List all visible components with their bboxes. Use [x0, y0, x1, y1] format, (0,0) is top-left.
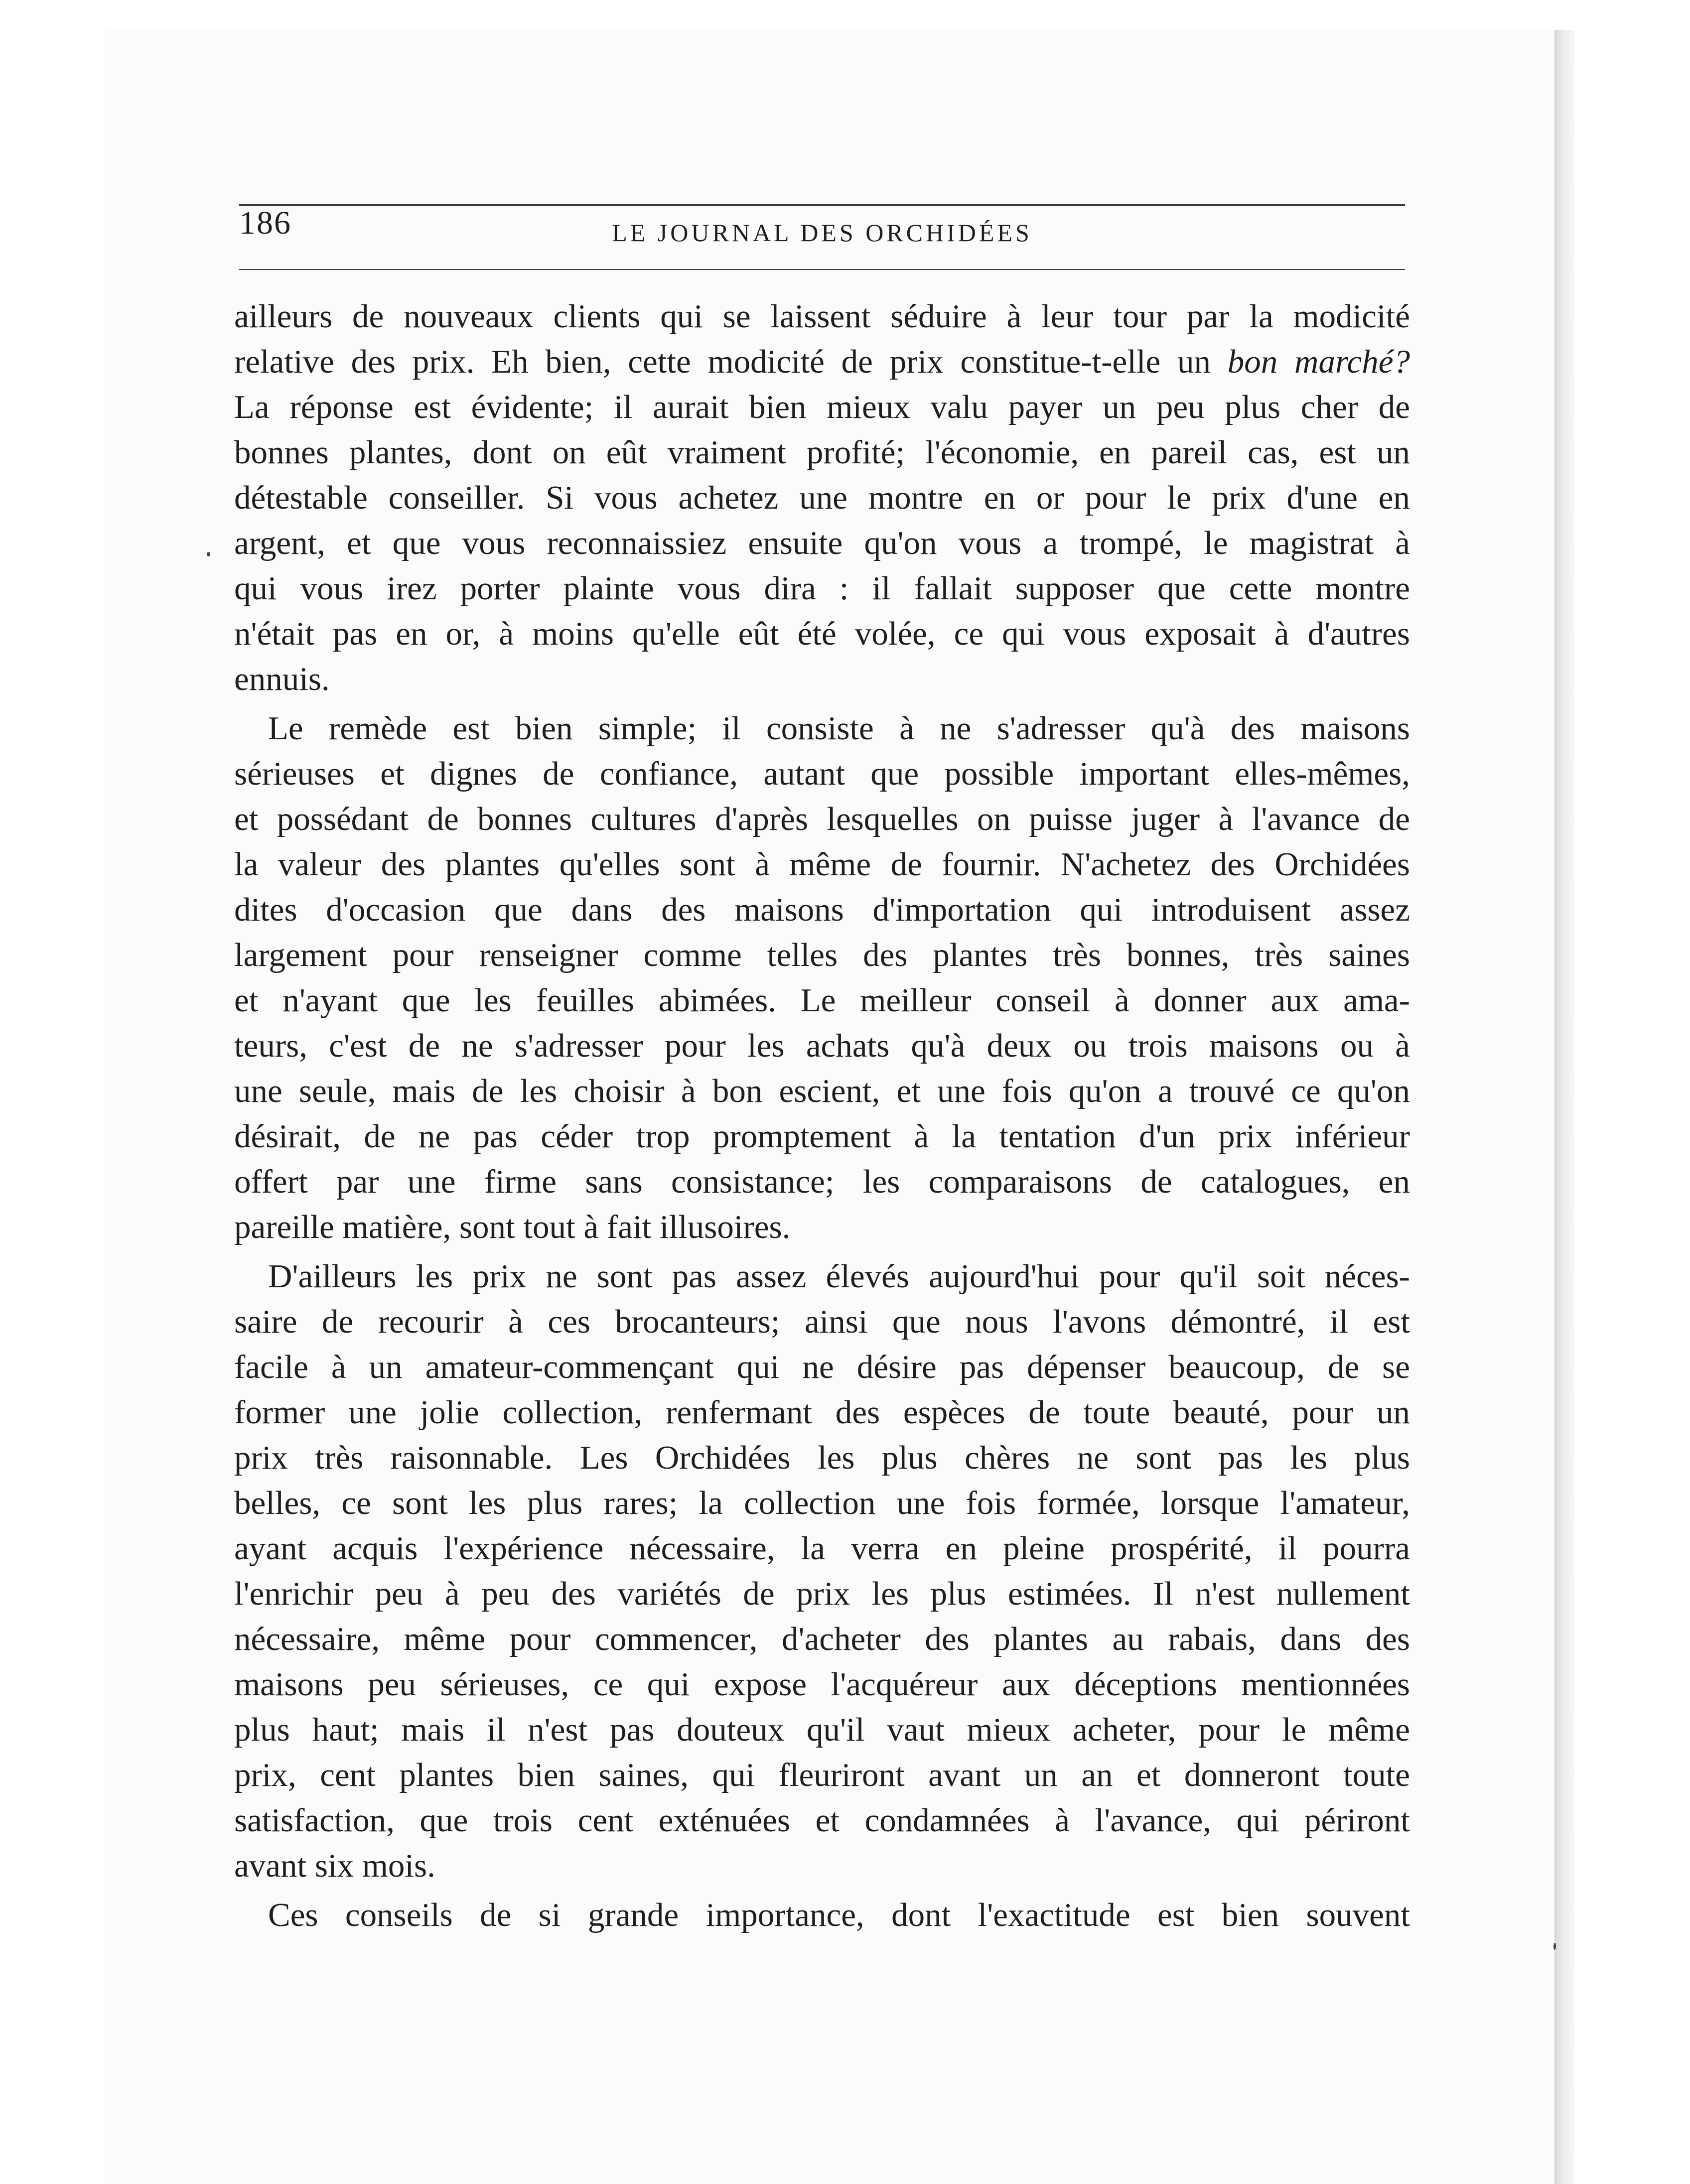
text-line: former une jolie collection, renfermant des espèces de toute beauté, pour un — [234, 1394, 1410, 1431]
paragraph-4 — [234, 1893, 1410, 1938]
text-line: belles, ce sont les plus rares; la collection une fois formée, lorsque l'amateur, — [234, 1485, 1410, 1521]
text-line: l'enrichir peu à peu des variétés de prix les plus estimées. Il n'est nullement — [234, 1575, 1410, 1612]
text-line: argent, et que vous reconnaissiez ensuite qu'on vous a trompé, le magistrat à — [234, 525, 1410, 561]
header-rule-bottom — [239, 269, 1405, 270]
text-line: qui vous irez porter plainte vous dira : il fallait supposer que cette montre — [234, 570, 1410, 607]
text-line: ailleurs de nouveaux clients qui se laissent séduire à leur tour par la modicité — [234, 298, 1410, 335]
text-line: pareille matière, sont tout à fait illusoires. — [234, 1209, 791, 1245]
article-body — [234, 294, 1410, 1938]
text-line: largement pour renseigner comme telles des plantes très bonnes, très saines — [234, 937, 1410, 973]
italic-phrase: bon marché? — [1227, 343, 1410, 380]
text-line: bonnes plantes, dont on eût vraiment profité; l'économie, en pareil cas, est un — [234, 434, 1410, 471]
page-edge-shadow — [1554, 30, 1574, 2184]
text-line: avant six mois. — [234, 1847, 435, 1884]
text-fragment: relative des prix. Eh bien, cette modicité de prix constitue-t-elle un — [234, 343, 1228, 380]
text-line: n'était pas en or, à moins qu'elle eût été volée, ce qui vous exposait à d'autres — [234, 615, 1410, 652]
text-line: teurs, c'est de ne s'adresser pour les achats qu'à deux ou trois maisons ou à — [234, 1027, 1410, 1064]
text-line: une seule, mais de les choisir à bon escient, et une fois qu'on a trouvé ce qu'on — [234, 1073, 1410, 1109]
text-line: prix très raisonnable. Les Orchidées les plus chères ne sont pas les plus — [234, 1439, 1410, 1476]
text-line: ennuis. — [234, 661, 330, 697]
text-line: détestable conseiller. Si vous achetez une montre en or pour le prix d'une en — [234, 479, 1410, 516]
text-line: ayant acquis l'expérience nécessaire, la verra en pleine prospérité, il pourra — [234, 1530, 1410, 1567]
scan-speck — [207, 552, 210, 556]
text-line: désirait, de ne pas céder trop promptement à la tentation d'un prix inférieur — [234, 1118, 1410, 1155]
paragraph-3 — [234, 1254, 1410, 1889]
journal-title: LE JOURNAL DES ORCHIDÉES — [612, 219, 1032, 247]
paragraph-1 — [234, 294, 1410, 702]
text-line: offert par une firme sans consistance; les comparaisons de catalogues, en — [234, 1163, 1410, 1200]
text-line: et possédant de bonnes cultures d'après lesquelles on puisse juger à l'avance de — [234, 801, 1410, 837]
text-line: saire de recourir à ces brocanteurs; ainsi que nous l'avons démontré, il est — [234, 1303, 1410, 1340]
text-line: Ces conseils de si grande importance, dont l'exactitude est bien souvent — [268, 1897, 1410, 1933]
text-line: prix, cent plantes bien saines, qui fleuriront avant un an et donneront toute — [234, 1757, 1410, 1793]
text-line: et n'ayant que les feuilles abimées. Le meilleur conseil à donner aux ama- — [234, 982, 1410, 1019]
running-head — [239, 199, 1405, 259]
scan-speck — [1553, 1943, 1556, 1950]
text-line: satisfaction, que trois cent exténuées et condamnées à l'avance, qui périront — [234, 1802, 1410, 1839]
page-number: 186 — [239, 205, 291, 241]
text-line: la valeur des plantes qu'elles sont à même de fournir. N'achetez des Orchidées — [234, 846, 1410, 883]
text-line: dites d'occasion que dans des maisons d'importation qui introduisent assez — [234, 891, 1410, 928]
text-line: maisons peu sérieuses, ce qui expose l'acquéreur aux déceptions mentionnées — [234, 1666, 1410, 1703]
text-line: sérieuses et dignes de confiance, autant que possible important elles-mêmes, — [234, 755, 1410, 792]
text-line: plus haut; mais il n'est pas douteux qu'il vaut mieux acheter, pour le même — [234, 1711, 1410, 1748]
text-line: D'ailleurs les prix ne sont pas assez élevés aujourd'hui pour qu'il soit néces- — [268, 1258, 1410, 1295]
text-line: La réponse est évidente; il aurait bien mieux valu payer un peu plus cher de — [234, 389, 1410, 425]
text-line: facile à un amateur-commençant qui ne désire pas dépenser beaucoup, de se — [234, 1349, 1410, 1385]
text-line: nécessaire, même pour commencer, d'acheter des plantes au rabais, dans des — [234, 1621, 1410, 1657]
text-line: Le remède est bien simple; il consiste à ne s'adresser qu'à des maisons — [268, 710, 1410, 747]
paragraph-2 — [234, 706, 1410, 1250]
text-line — [234, 339, 1410, 385]
